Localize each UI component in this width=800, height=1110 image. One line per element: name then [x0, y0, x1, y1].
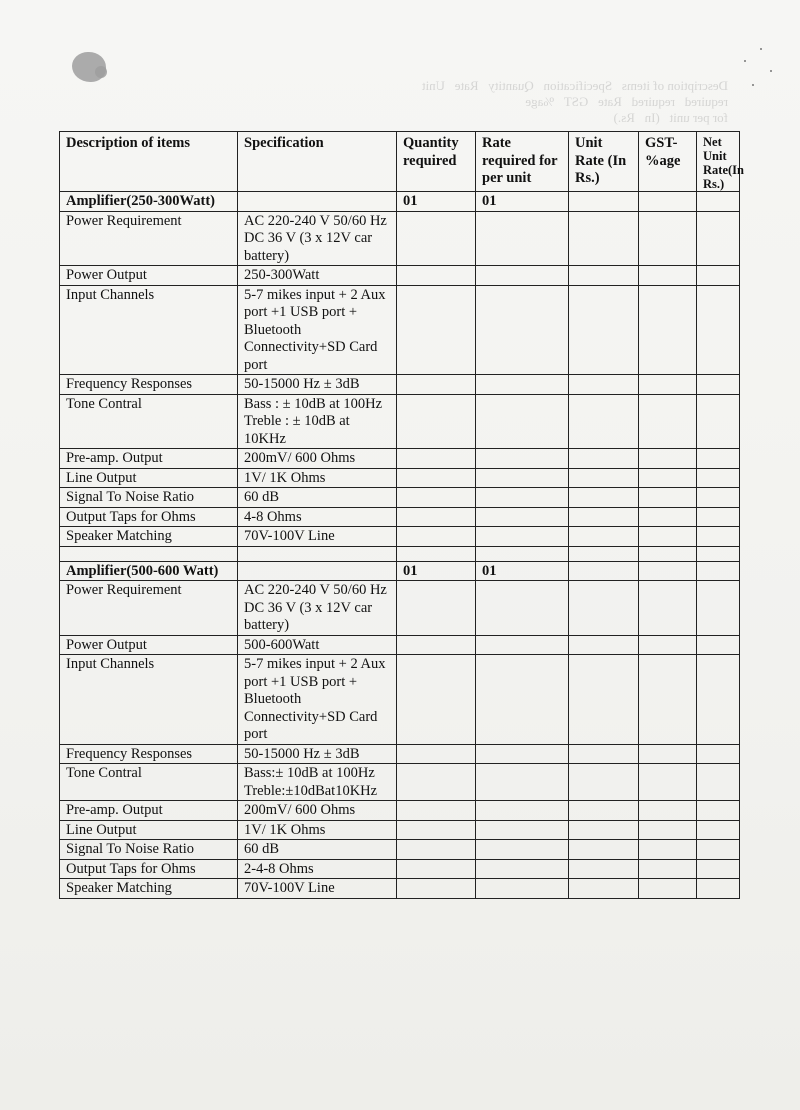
table-row	[60, 655, 740, 745]
item-spec: 200mV/ 600 Ohms	[238, 449, 397, 469]
item-spec: 50-15000 Hz ± 3dB	[238, 744, 397, 764]
section-title: Amplifier(500-600 Watt)	[60, 561, 238, 581]
spacer-row	[60, 546, 740, 561]
item-name: Frequency Responses	[60, 375, 238, 395]
scan-specks	[740, 40, 780, 100]
header-gst: GST-%age	[639, 132, 697, 192]
item-spec: 50-15000 Hz ± 3dB	[238, 375, 397, 395]
item-name: Power Requirement	[60, 581, 238, 636]
item-name: Speaker Matching	[60, 527, 238, 547]
specification-table	[59, 131, 744, 899]
table-row	[60, 635, 740, 655]
table-row	[60, 744, 740, 764]
item-spec: 2-4-8 Ohms	[238, 859, 397, 879]
section-quantity: 01	[397, 561, 476, 581]
item-name: Line Output	[60, 820, 238, 840]
item-spec: 500-600Watt	[238, 635, 397, 655]
section-title: Amplifier(250-300Watt)	[60, 192, 238, 212]
ink-blot	[95, 66, 107, 78]
table-row	[60, 527, 740, 547]
section-rate: 01	[476, 561, 569, 581]
item-spec: AC 220-240 V 50/60 Hz DC 36 V (3 x 12V car battery)	[238, 581, 397, 636]
header-unit-rate: Unit Rate (In Rs.)	[569, 132, 639, 192]
item-name: Power Output	[60, 266, 238, 286]
item-name: Pre-amp. Output	[60, 449, 238, 469]
item-spec: 5-7 mikes input + 2 Aux port +1 USB port + Bluetooth Connectivity+SD Card port	[238, 285, 397, 375]
table-row	[60, 879, 740, 899]
table-row	[60, 507, 740, 527]
item-spec: 200mV/ 600 Ohms	[238, 801, 397, 821]
item-name: Power Output	[60, 635, 238, 655]
item-name: Signal To Noise Ratio	[60, 840, 238, 860]
table-row	[60, 820, 740, 840]
header-specification: Specification	[238, 132, 397, 192]
item-name: Pre-amp. Output	[60, 801, 238, 821]
header-rate: Rate required for per unit	[476, 132, 569, 192]
table-row	[60, 468, 740, 488]
table-row	[60, 840, 740, 860]
table-row	[60, 488, 740, 508]
item-spec: 5-7 mikes input + 2 Aux port +1 USB port + Bluetooth Connectivity+SD Card port	[238, 655, 397, 745]
item-spec: 1V/ 1K Ohms	[238, 820, 397, 840]
table-row	[60, 581, 740, 636]
table-row	[60, 801, 740, 821]
item-name: Input Channels	[60, 285, 238, 375]
section-row	[60, 192, 740, 212]
item-spec: 1V/ 1K Ohms	[238, 468, 397, 488]
item-spec: 250-300Watt	[238, 266, 397, 286]
table-row	[60, 394, 740, 449]
section-quantity: 01	[397, 192, 476, 212]
header-net-unit-rate: Net Unit Rate(In Rs.)	[697, 132, 740, 192]
item-spec: 60 dB	[238, 840, 397, 860]
item-spec: Bass:± 10dB at 100Hz Treble:±10dBat10KHz	[238, 764, 397, 801]
item-name: Output Taps for Ohms	[60, 507, 238, 527]
item-spec: AC 220-240 V 50/60 Hz DC 36 V (3 x 12V car battery)	[238, 211, 397, 266]
item-name: Tone Contral	[60, 764, 238, 801]
table-row	[60, 211, 740, 266]
item-name: Output Taps for Ohms	[60, 859, 238, 879]
table-row	[60, 764, 740, 801]
item-spec: Bass : ± 10dB at 100Hz Treble : ± 10dB at 10KHz	[238, 394, 397, 449]
section-row	[60, 561, 740, 581]
table-row	[60, 449, 740, 469]
table-row	[60, 859, 740, 879]
header-quantity: Quantity required	[397, 132, 476, 192]
section-rate: 01	[476, 192, 569, 212]
item-name: Power Requirement	[60, 211, 238, 266]
bleed-through-text: Description of items Specification Quantity Rate Unit required required Rate GST %age for per unit (In Rs.)	[421, 78, 728, 125]
table-row	[60, 285, 740, 375]
table-row	[60, 266, 740, 286]
item-name: Input Channels	[60, 655, 238, 745]
header-row	[60, 132, 740, 192]
item-name: Signal To Noise Ratio	[60, 488, 238, 508]
item-spec: 70V-100V Line	[238, 527, 397, 547]
item-spec: 60 dB	[238, 488, 397, 508]
item-spec: 70V-100V Line	[238, 879, 397, 899]
item-name: Line Output	[60, 468, 238, 488]
table-row	[60, 375, 740, 395]
item-name: Speaker Matching	[60, 879, 238, 899]
item-name: Frequency Responses	[60, 744, 238, 764]
item-spec: 4-8 Ohms	[238, 507, 397, 527]
header-description: Description of items	[60, 132, 238, 192]
item-name: Tone Contral	[60, 394, 238, 449]
